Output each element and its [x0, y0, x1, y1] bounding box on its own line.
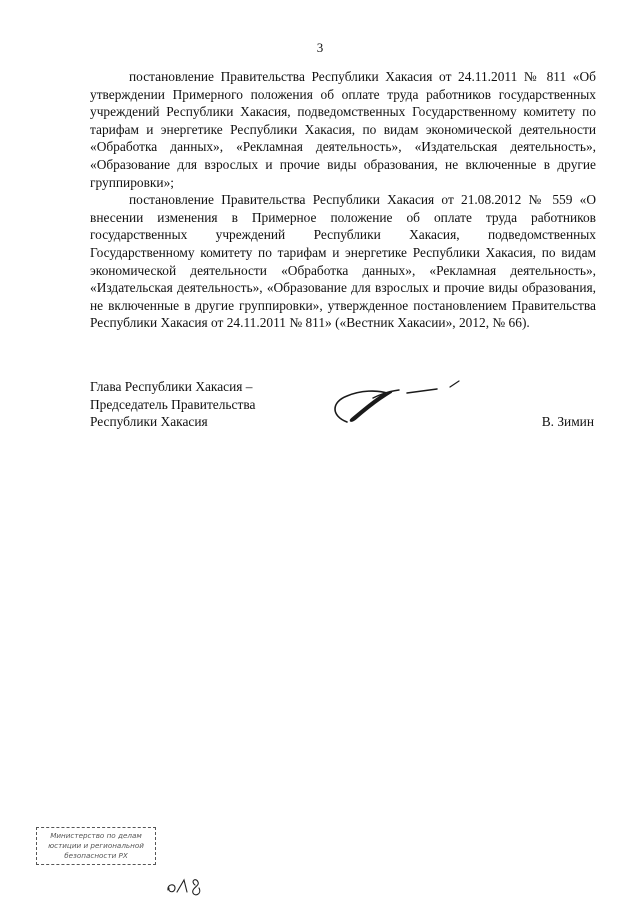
handwritten-mark: [165, 874, 205, 903]
signature-drawing: [325, 376, 475, 432]
handwritten-signature: [325, 376, 475, 437]
signer-name: В. Зимин: [541, 414, 594, 429]
signatory-position-line: Председатель Правительства: [90, 396, 256, 412]
handwritten-mark-drawing: [165, 874, 205, 898]
stamp-line: Министерство по делам: [50, 831, 142, 840]
page-number: 3: [316, 40, 324, 55]
document-body: [90, 68, 596, 332]
signatory-position-line: Глава Республики Хакасия –: [90, 379, 253, 394]
registration-stamp: [36, 827, 156, 865]
paragraph-resolution-811: постановление Правительства Республики Хакасия от 24.11.2011 № 811 «Об утверждении Примерного положения об оплате труда работников государственных учреждений Республики Хакасия, подведомственных Государственному комитету по тарифам и энергетике Республики Хакасия, по видам экономической деятельности «Обработка данных», «Рекламная деятельность», «Издательская деятельность», «Образование для взрослых и прочие виды образования, не включенные в другие группировки»;: [90, 69, 596, 190]
paragraph-resolution-559: постановление Правительства Республики Хакасия от 21.08.2012 № 559 «О внесении изменения в Примерное положение об оплате труда работников государственных учреждений Республики Хакасия, подведомственных Государственному комитету по тарифам и энергетике Республики Хакасия, по видам экономической деятельности «Обработка данных», «Рекламная деятельность», «Издательская деятельность», «Образование для взрослых и прочие виды образования, не включенные в другие группировки», утвержденное постановлением Правительства Республики Хакасия от 24.11.2011 № 811» («Вестник Хакасии», 2012, № 66).: [90, 192, 596, 331]
stamp-line: юстиции и региональной: [48, 841, 144, 850]
stamp-line: безопасности РХ: [64, 851, 128, 860]
signatory-position-line: Республики Хакасия: [90, 414, 208, 430]
signatory-position: [90, 378, 255, 431]
